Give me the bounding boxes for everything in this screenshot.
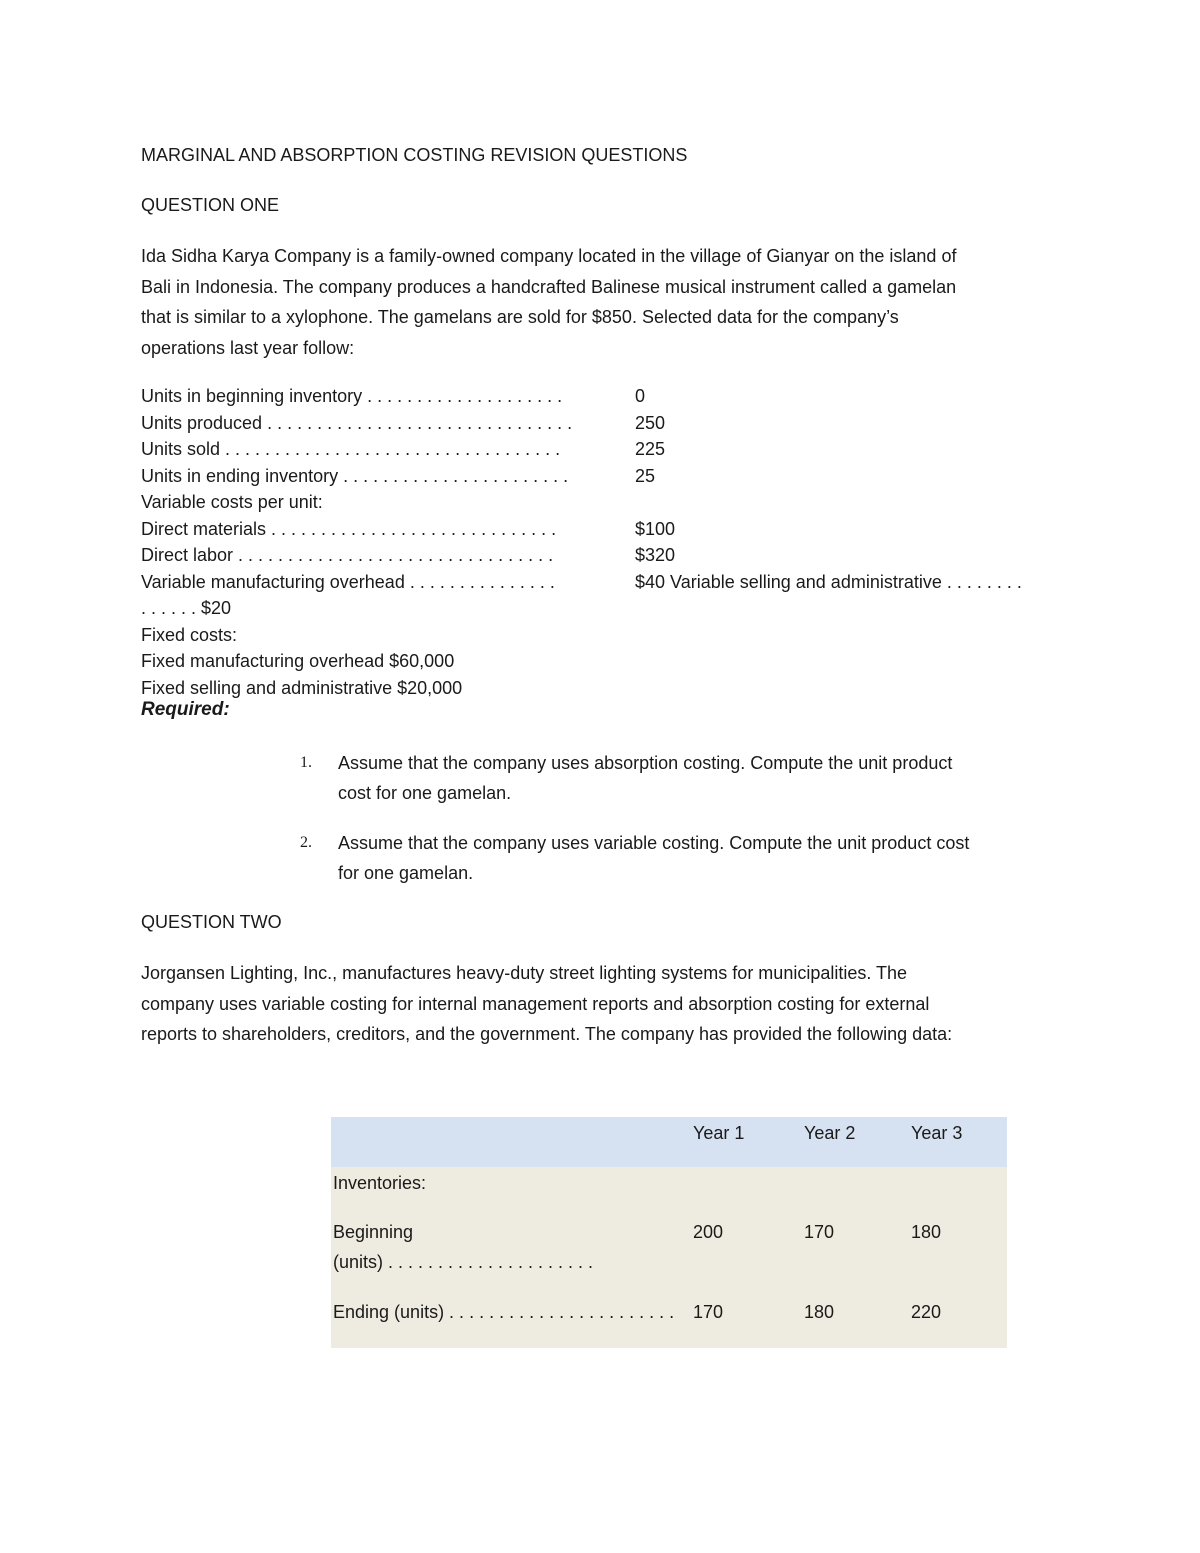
table-cell: 200	[693, 1222, 724, 1242]
data-label: Fixed costs:	[141, 624, 238, 645]
data-value: $320	[635, 545, 676, 565]
column-header-year-2: Year 2	[804, 1123, 856, 1143]
list-item	[300, 748, 1020, 808]
column-header-year-1: Year 1	[693, 1123, 745, 1143]
data-label: Units produced . . . . . . . . . . . . . . . . . . . . . . . . . . . . . . .	[141, 412, 573, 433]
data-row	[141, 542, 676, 569]
table-cell: 220	[911, 1302, 942, 1322]
data-label: Direct labor . . . . . . . . . . . . . . . . . . . . . . . . . . . . . . . .	[141, 545, 554, 565]
data-value: 0	[635, 386, 646, 406]
data-label: Fixed selling and administrative $20,000	[141, 677, 463, 698]
data-value: $40 Variable selling and administrative . . . . . . . .	[635, 571, 1022, 592]
section-label: Inventories:	[333, 1173, 427, 1193]
data-label: Units sold . . . . . . . . . . . . . . . . . . . . . . . . . . . . . . . . . .	[141, 439, 561, 459]
required-label: Required:	[141, 699, 230, 720]
data-row	[141, 489, 572, 516]
data-row	[141, 648, 572, 675]
required-list	[300, 748, 1020, 908]
data-label: Units in ending inventory . . . . . . . . . . . . . . . . . . . . . . .	[141, 465, 569, 486]
intro-line: operations last year follow:	[141, 337, 355, 358]
inventory-table	[331, 1117, 1007, 1348]
table-cell: 170	[693, 1302, 724, 1322]
question-one-intro	[141, 241, 1041, 363]
data-value: $100	[635, 518, 676, 539]
data-label: . . . . . . $20	[141, 598, 232, 618]
data-row	[141, 595, 572, 622]
data-row	[141, 436, 666, 463]
data-value: 250	[635, 412, 666, 433]
data-label: Units in beginning inventory . . . . . . . . . . . . . . . . . . . .	[141, 386, 563, 406]
data-label: Fixed manufacturing overhead $60,000	[141, 651, 455, 671]
list-item-line: for one gamelan.	[338, 863, 474, 883]
question-one-heading: QUESTION ONE	[141, 195, 280, 215]
table-cell: 170	[804, 1222, 835, 1242]
data-value: 225	[635, 439, 666, 459]
row-label-beginning: Beginning	[333, 1222, 414, 1242]
document-title: MARGINAL AND ABSORPTION COSTING REVISION QUESTIONS	[141, 145, 688, 165]
data-label: Direct materials . . . . . . . . . . . . . . . . . . . . . . . . . . . . .	[141, 518, 557, 539]
table-cell: 180	[911, 1222, 942, 1242]
intro-line: Bali in Indonesia. The company produces a handcrafted Balinese musical instrument called a gamelan	[141, 276, 957, 297]
intro-line: company uses variable costing for internal management reports and absorption costing for external	[141, 993, 930, 1014]
list-item-line: Assume that the company uses variable costing. Compute the unit product cost	[338, 833, 970, 853]
question-two-intro	[141, 958, 1041, 1050]
data-row	[141, 516, 676, 543]
data-row	[141, 463, 656, 490]
question-two-heading: QUESTION TWO	[141, 912, 282, 932]
list-number: 2.	[300, 834, 312, 851]
row-label-ending: Ending (units) . . . . . . . . . . . . . . . . . . . . . . .	[333, 1302, 675, 1322]
data-row	[141, 569, 1022, 596]
row-label-beginning-units: (units) . . . . . . . . . . . . . . . . . . . . .	[333, 1252, 594, 1272]
list-item-line: cost for one gamelan.	[338, 783, 512, 803]
question-one-data-list	[141, 383, 1022, 701]
data-row	[141, 383, 646, 410]
list-item	[300, 828, 1020, 888]
list-number: 1.	[300, 754, 312, 771]
intro-line: Jorgansen Lighting, Inc., manufactures heavy-duty street lighting systems for municipalities. The	[141, 963, 908, 983]
data-row	[141, 410, 666, 437]
intro-line: Ida Sidha Karya Company is a family-owned company located in the village of Gianyar on the island of	[141, 246, 957, 266]
table-header-row	[331, 1117, 1007, 1167]
data-row	[141, 622, 572, 649]
list-item-line: Assume that the company uses absorption costing. Compute the unit product	[338, 753, 953, 773]
data-label: Variable manufacturing overhead . . . . . . . . . . . . . . .	[141, 571, 555, 592]
intro-line: reports to shareholders, creditors, and the government. The company has provided the following data:	[141, 1024, 953, 1044]
table-cell: 180	[804, 1302, 835, 1322]
data-value: 25	[635, 465, 656, 486]
data-row	[141, 675, 572, 702]
data-label: Variable costs per unit:	[141, 492, 323, 512]
intro-line: that is similar to a xylophone. The gamelans are sold for $850. Selected data for the company’s	[141, 307, 899, 327]
column-header-year-3: Year 3	[911, 1123, 963, 1143]
